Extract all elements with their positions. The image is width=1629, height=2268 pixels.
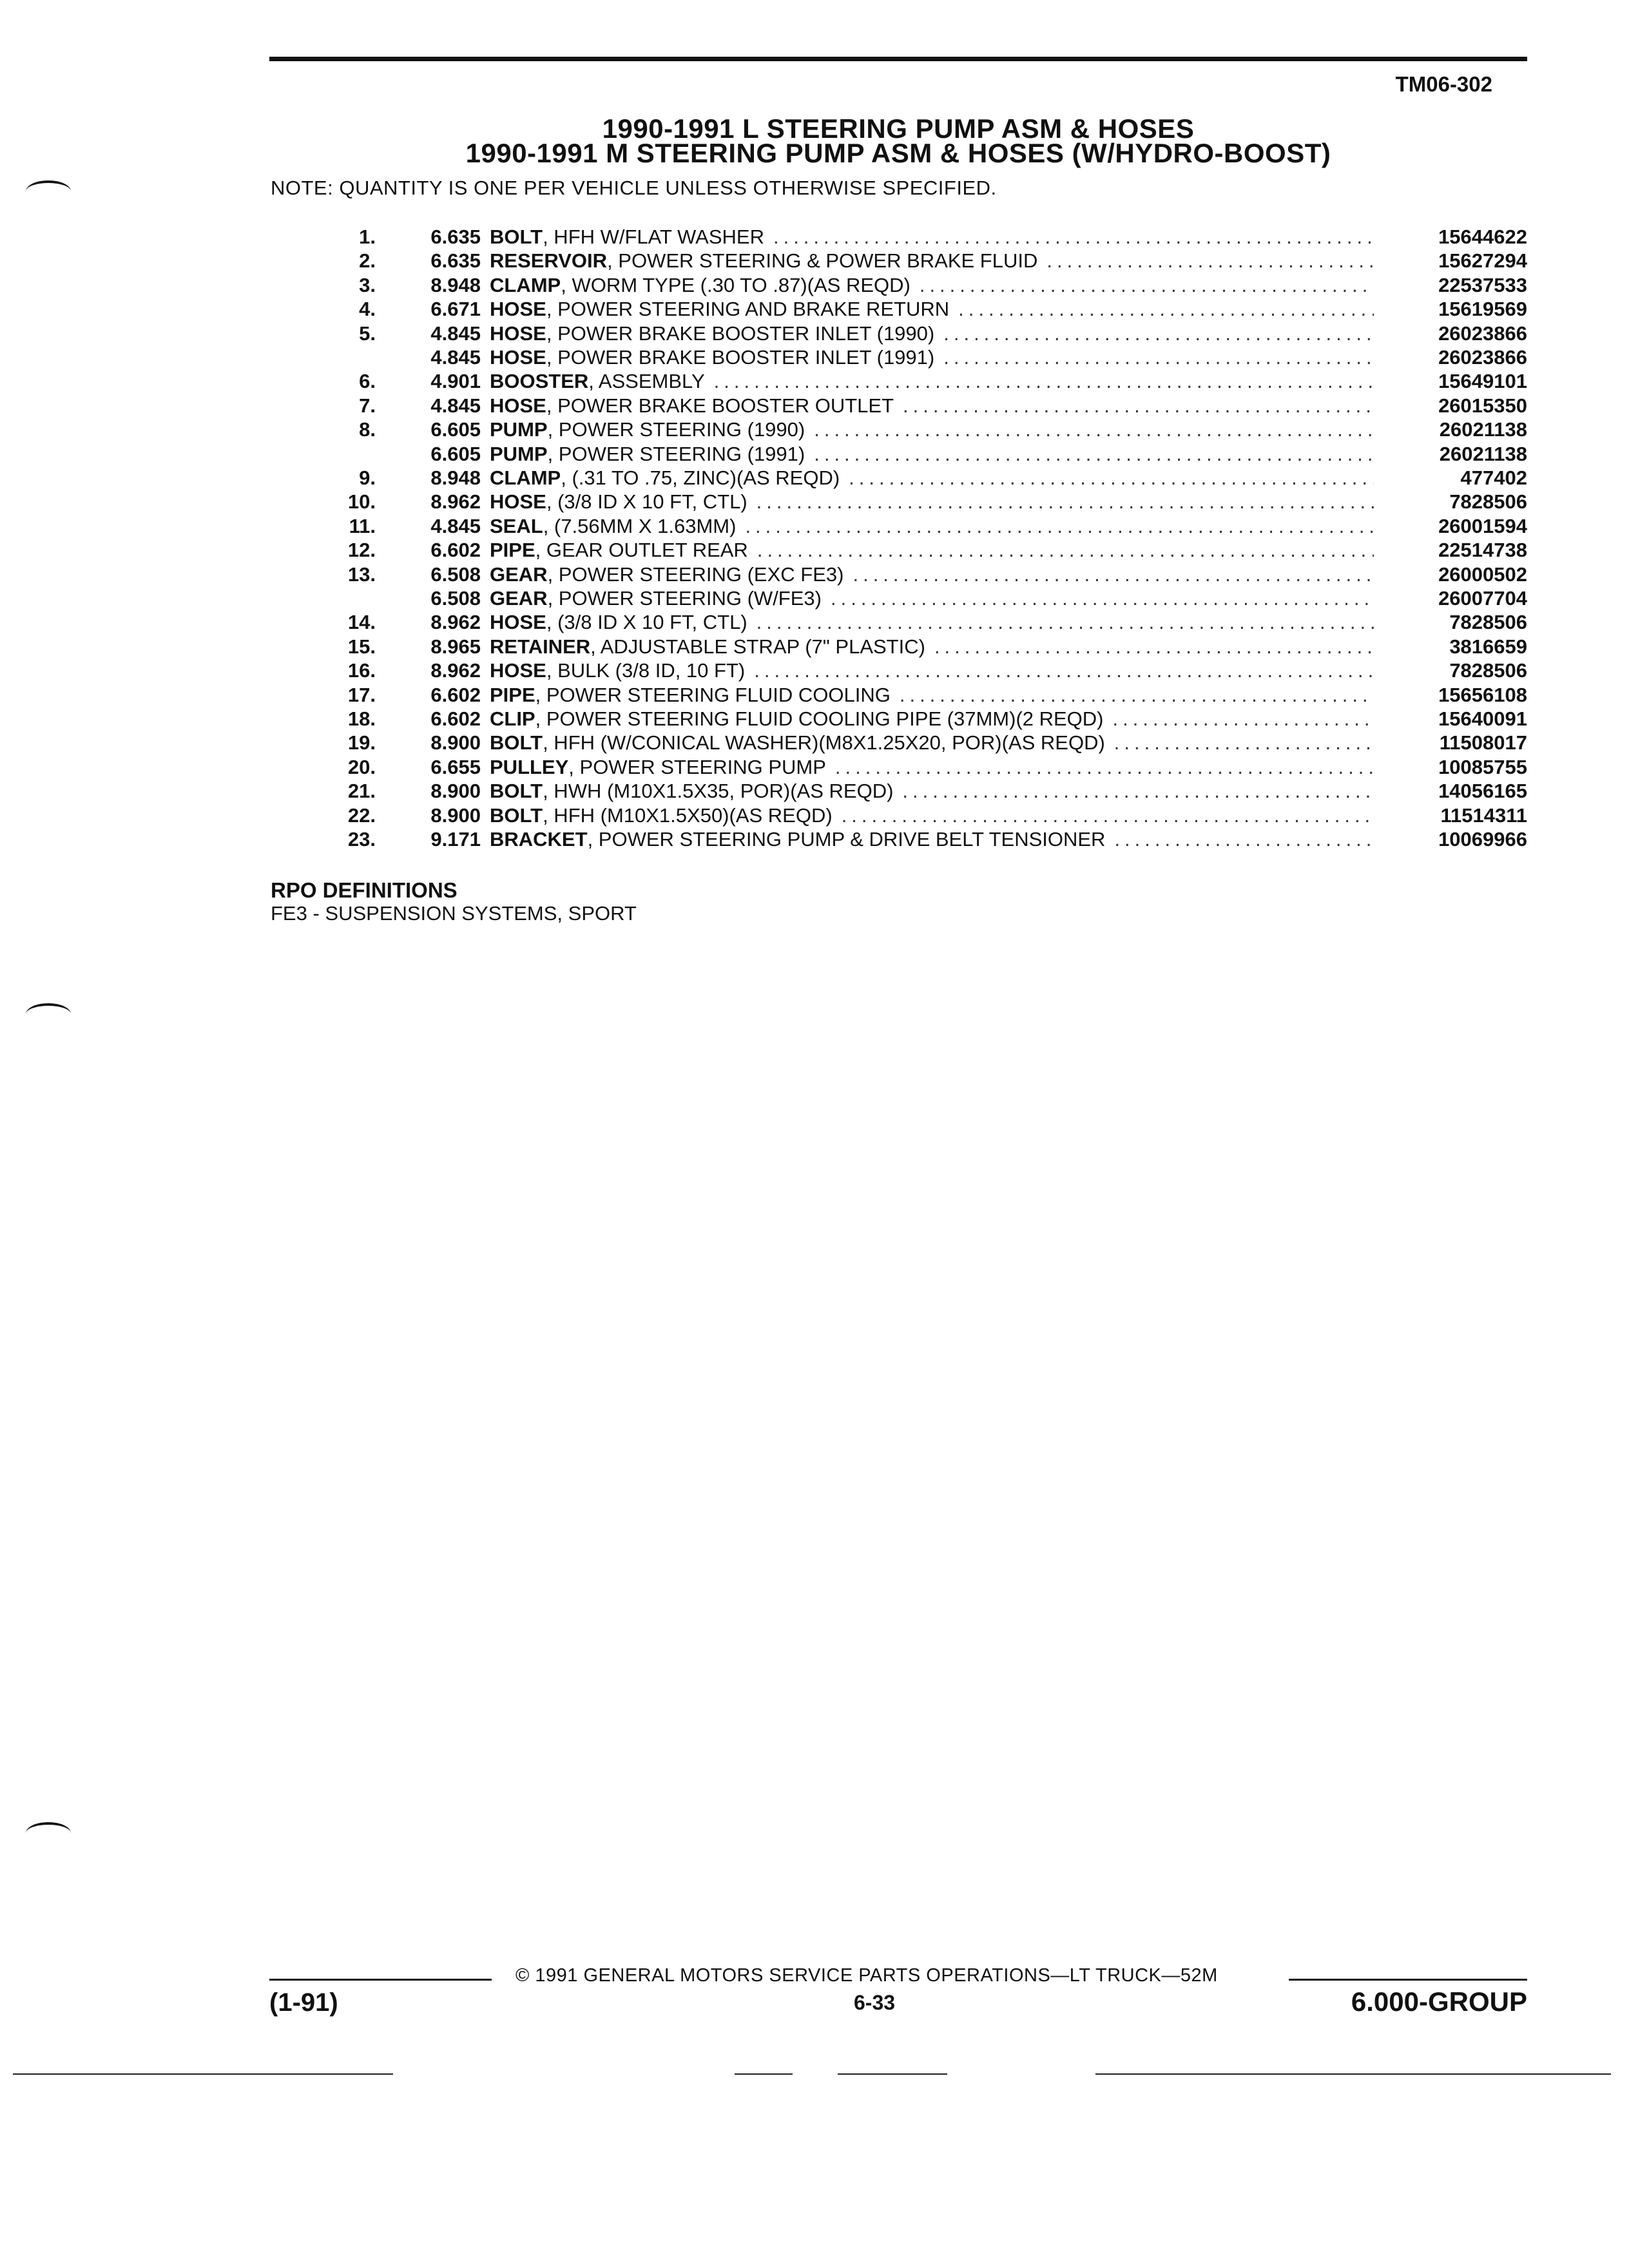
part-detail: , POWER STEERING & POWER BRAKE FLUID	[607, 249, 1038, 273]
part-description	[490, 659, 1379, 682]
group-number: 8.962	[430, 490, 481, 514]
part-row	[0, 611, 1629, 635]
part-row	[0, 298, 1629, 322]
part-detail: , (3/8 ID X 10 FT, CTL)	[546, 490, 747, 514]
part-number: 26023866	[1438, 322, 1527, 345]
part-name: BOLT	[490, 803, 543, 827]
part-detail: , ASSEMBLY	[588, 370, 705, 393]
part-name: PIPE	[490, 683, 535, 706]
part-name: RETAINER	[490, 635, 591, 658]
group-number: 6.635	[430, 226, 481, 248]
part-detail: , (7.56MM X 1.63MM)	[543, 514, 737, 537]
dot-leader	[757, 611, 1374, 634]
part-detail: , POWER STEERING (1990)	[547, 418, 805, 441]
part-detail: , GEAR OUTLET REAR	[535, 539, 748, 562]
part-description	[490, 828, 1379, 851]
part-description	[490, 226, 1379, 249]
dot-leader	[958, 298, 1374, 321]
scan-edge-line	[1095, 2073, 1611, 2075]
part-name: HOSE	[490, 490, 546, 514]
ref-number: 15.	[347, 635, 376, 658]
ref-number: 5.	[359, 322, 376, 345]
group-number: 8.965	[430, 635, 481, 658]
part-number: 14056165	[1438, 780, 1527, 803]
part-detail: , (3/8 ID X 10 FT, CTL)	[546, 611, 747, 634]
page-title-line-1: 1990-1991 L STEERING PUMP ASM & HOSES	[602, 113, 1195, 144]
group-number: 8.900	[430, 803, 481, 827]
part-description	[490, 611, 1379, 634]
part-name: GEAR	[490, 587, 548, 610]
part-number: 15627294	[1438, 249, 1527, 273]
part-detail: , BULK (3/8 ID, 10 FT)	[546, 659, 746, 682]
ref-number: 10.	[347, 490, 376, 514]
dot-leader	[754, 659, 1374, 682]
part-row	[0, 731, 1629, 755]
ref-number: 16.	[347, 659, 376, 682]
scan-edge-line	[735, 2073, 793, 2075]
part-detail: , POWER STEERING (1991)	[547, 442, 805, 465]
part-number: 7828506	[1449, 659, 1527, 682]
part-row	[0, 515, 1629, 539]
revision-date: (1-91)	[269, 1988, 338, 2017]
group-number: 6.655	[430, 755, 481, 778]
part-name: CLIP	[490, 707, 535, 730]
part-number: 7828506	[1449, 611, 1527, 634]
dot-leader	[757, 539, 1374, 562]
part-name: PUMP	[490, 418, 548, 441]
page-number: 6-33	[854, 1991, 896, 2014]
ref-number: 14.	[347, 611, 376, 634]
part-row	[0, 443, 1629, 466]
part-number: 15619569	[1438, 298, 1527, 321]
part-description	[490, 635, 1379, 658]
dot-leader	[773, 226, 1374, 249]
document-code: TM06-302	[1395, 72, 1492, 96]
part-detail: , HWH (M10X1.5X35, POR)(AS REQD)	[543, 780, 894, 803]
part-name: HOSE	[490, 659, 546, 682]
copyright-notice: © 1991 GENERAL MOTORS SERVICE PARTS OPERATIONS—LT TRUCK—52M	[516, 1965, 1218, 1986]
group-number: 4.901	[430, 370, 481, 393]
part-description	[490, 490, 1379, 514]
part-row	[0, 394, 1629, 418]
part-number: 7828506	[1449, 490, 1527, 514]
ref-number: 23.	[347, 828, 376, 850]
part-description	[490, 563, 1379, 586]
part-name: PULLEY	[490, 755, 569, 778]
part-description	[490, 249, 1379, 273]
ref-number: 11.	[349, 514, 376, 537]
part-description	[490, 515, 1379, 538]
part-description	[490, 780, 1379, 803]
ref-number: 12.	[347, 539, 376, 562]
part-detail: , HFH (M10X1.5X50)(AS REQD)	[543, 803, 833, 827]
part-description	[490, 346, 1379, 369]
part-detail: , POWER STEERING AND BRAKE RETURN	[546, 298, 950, 321]
dot-leader	[943, 346, 1374, 369]
group-number: 4.845	[430, 346, 481, 369]
part-description	[490, 539, 1379, 562]
dot-leader	[1113, 707, 1374, 731]
ref-number: 22.	[347, 803, 376, 827]
dot-leader	[853, 563, 1374, 586]
dot-leader	[934, 635, 1374, 658]
part-name: HOSE	[490, 394, 546, 417]
part-number: 10085755	[1438, 755, 1527, 778]
ref-number: 4.	[359, 298, 376, 321]
scan-edge-line	[838, 2073, 947, 2075]
part-row	[0, 707, 1629, 731]
group-number: 4.845	[430, 322, 481, 345]
group-number: 6.508	[430, 562, 481, 586]
dot-leader	[842, 804, 1374, 827]
part-name: CLAMP	[490, 466, 561, 489]
binder-hole-mark	[26, 180, 71, 202]
part-detail: , POWER BRAKE BOOSTER OUTLET	[546, 394, 894, 417]
header-rule	[269, 57, 1527, 61]
group-number: 4.845	[430, 514, 481, 537]
ref-number: 19.	[347, 731, 376, 754]
part-description	[490, 731, 1379, 754]
ref-number: 6.	[359, 370, 376, 393]
part-description	[490, 804, 1379, 827]
ref-number: 20.	[347, 755, 376, 778]
part-number: 15640091	[1438, 707, 1527, 730]
dot-leader	[1046, 249, 1374, 273]
group-number: 6.602	[430, 707, 481, 730]
part-number: 22537533	[1438, 273, 1527, 296]
ref-number: 9.	[359, 466, 376, 489]
dot-leader	[943, 322, 1374, 345]
part-number: 15649101	[1438, 370, 1527, 393]
part-name: HOSE	[490, 298, 546, 321]
group-number: 6.635	[430, 249, 481, 273]
part-row	[0, 322, 1629, 346]
part-description	[490, 298, 1379, 321]
part-detail: , POWER STEERING PUMP & DRIVE BELT TENSIONER	[587, 828, 1106, 850]
ref-number: 3.	[359, 273, 376, 296]
ref-number: 1.	[359, 226, 376, 248]
dot-leader	[714, 370, 1374, 393]
group-id: 6.000-GROUP	[1351, 1986, 1527, 2017]
part-name: BOLT	[490, 226, 543, 248]
part-description	[490, 466, 1379, 490]
group-number: 9.171	[430, 828, 481, 850]
part-name: RESERVOIR	[490, 249, 608, 273]
dot-leader	[814, 418, 1374, 441]
group-number: 6.671	[430, 298, 481, 321]
binder-hole-mark	[26, 1822, 71, 1844]
group-number: 4.845	[430, 394, 481, 417]
part-row	[0, 756, 1629, 780]
part-number: 15656108	[1438, 683, 1527, 706]
part-detail: , POWER STEERING FLUID COOLING PIPE (37MM)(2 REQD)	[535, 707, 1104, 730]
dot-leader	[831, 587, 1374, 610]
part-name: HOSE	[490, 611, 546, 634]
dot-leader	[920, 274, 1374, 297]
group-number: 8.948	[430, 273, 481, 296]
ref-number: 2.	[359, 249, 376, 273]
part-number: 26015350	[1438, 394, 1527, 417]
binder-hole-mark	[26, 1003, 71, 1025]
group-number: 8.962	[430, 659, 481, 682]
group-number: 6.602	[430, 539, 481, 562]
dot-leader	[900, 684, 1374, 707]
dot-leader	[1114, 731, 1374, 754]
part-description	[490, 756, 1379, 779]
dot-leader	[745, 515, 1374, 538]
part-row	[0, 684, 1629, 707]
group-number: 6.605	[430, 418, 481, 441]
group-number: 6.602	[430, 683, 481, 706]
ref-number: 17.	[347, 683, 376, 706]
part-detail: , POWER STEERING PUMP	[568, 755, 826, 778]
part-description	[490, 587, 1379, 610]
dot-leader	[1114, 828, 1374, 851]
part-row	[0, 226, 1629, 249]
part-number: 22514738	[1438, 539, 1527, 562]
part-number: 26021138	[1439, 418, 1527, 441]
dot-leader	[757, 490, 1374, 514]
part-description	[490, 394, 1379, 418]
dot-leader	[903, 394, 1374, 418]
group-number: 6.508	[430, 587, 481, 610]
part-name: GEAR	[490, 562, 548, 586]
ref-number: 18.	[347, 707, 376, 730]
part-description	[490, 707, 1379, 731]
group-number: 8.962	[430, 611, 481, 634]
part-row	[0, 346, 1629, 370]
part-detail: , HFH W/FLAT WASHER	[543, 226, 764, 248]
part-name: HOSE	[490, 322, 546, 345]
part-row	[0, 249, 1629, 273]
part-detail: , HFH (W/CONICAL WASHER)(M8X1.25X20, POR)(AS REQD)	[543, 731, 1105, 754]
rpo-definition: FE3 - SUSPENSION SYSTEMS, SPORT	[271, 902, 637, 925]
footer-rule-right	[1289, 1979, 1527, 1981]
part-row	[0, 274, 1629, 298]
part-name: BOLT	[490, 731, 543, 754]
dot-leader	[835, 756, 1374, 779]
part-name: BOLT	[490, 780, 543, 803]
part-name: BOOSTER	[490, 370, 589, 393]
dot-leader	[849, 466, 1374, 490]
part-detail: , POWER BRAKE BOOSTER INLET (1990)	[546, 322, 935, 345]
part-detail: , POWER STEERING FLUID COOLING	[535, 683, 891, 706]
ref-number: 7.	[359, 394, 376, 417]
ref-number: 21.	[347, 780, 376, 803]
group-number: 8.900	[430, 731, 481, 754]
part-name: PUMP	[490, 442, 548, 465]
part-detail: , WORM TYPE (.30 TO .87)(AS REQD)	[561, 273, 911, 296]
part-name: PIPE	[490, 539, 535, 562]
part-number: 26000502	[1438, 562, 1527, 586]
page-title-line-2: 1990-1991 M STEERING PUMP ASM & HOSES (W/HYDRO-BOOST)	[465, 138, 1331, 168]
part-number: 26023866	[1438, 346, 1527, 369]
ref-number: 8.	[359, 418, 376, 441]
group-number: 8.900	[430, 780, 481, 803]
part-number: 11514311	[1440, 803, 1527, 827]
part-name: HOSE	[490, 346, 546, 369]
part-number: 26001594	[1438, 514, 1527, 537]
part-row	[0, 828, 1629, 852]
part-row	[0, 659, 1629, 683]
part-number: 3816659	[1449, 635, 1527, 658]
part-row	[0, 780, 1629, 803]
part-name: SEAL	[490, 514, 543, 537]
part-detail: , (.31 TO .75, ZINC)(AS REQD)	[561, 466, 840, 489]
part-row	[0, 804, 1629, 828]
part-number: 15644622	[1438, 226, 1527, 248]
part-name: BRACKET	[490, 828, 588, 850]
rpo-heading: RPO DEFINITIONS	[271, 878, 458, 902]
dot-leader	[902, 780, 1374, 803]
part-description	[490, 684, 1379, 707]
part-detail: , ADJUSTABLE STRAP (7" PLASTIC)	[590, 635, 925, 658]
part-detail: , POWER STEERING (EXC FE3)	[547, 562, 844, 586]
part-description	[490, 370, 1379, 393]
part-number: 26007704	[1438, 587, 1527, 610]
part-description	[490, 274, 1379, 297]
part-name: CLAMP	[490, 273, 561, 296]
part-number: 10069966	[1438, 828, 1527, 850]
part-description	[490, 322, 1379, 345]
part-detail: , POWER STEERING (W/FE3)	[547, 587, 822, 610]
part-row	[0, 563, 1629, 587]
scan-edge-line	[13, 2073, 393, 2075]
dot-leader	[814, 443, 1374, 466]
part-number: 477402	[1460, 466, 1527, 489]
part-row	[0, 466, 1629, 490]
quantity-note: NOTE: QUANTITY IS ONE PER VEHICLE UNLESS OTHERWISE SPECIFIED.	[271, 177, 997, 199]
group-number: 6.605	[430, 442, 481, 465]
part-description	[490, 418, 1379, 441]
part-row	[0, 490, 1629, 514]
part-row	[0, 370, 1629, 394]
part-detail: , POWER BRAKE BOOSTER INLET (1991)	[546, 346, 935, 369]
footer-rule-left	[269, 1979, 492, 1981]
ref-number: 13.	[347, 562, 376, 586]
part-number: 26021138	[1439, 442, 1527, 465]
part-row	[0, 587, 1629, 611]
part-row	[0, 418, 1629, 442]
part-description	[490, 443, 1379, 466]
part-number: 11508017	[1439, 731, 1527, 754]
part-row	[0, 635, 1629, 659]
group-number: 8.948	[430, 466, 481, 489]
part-row	[0, 539, 1629, 562]
